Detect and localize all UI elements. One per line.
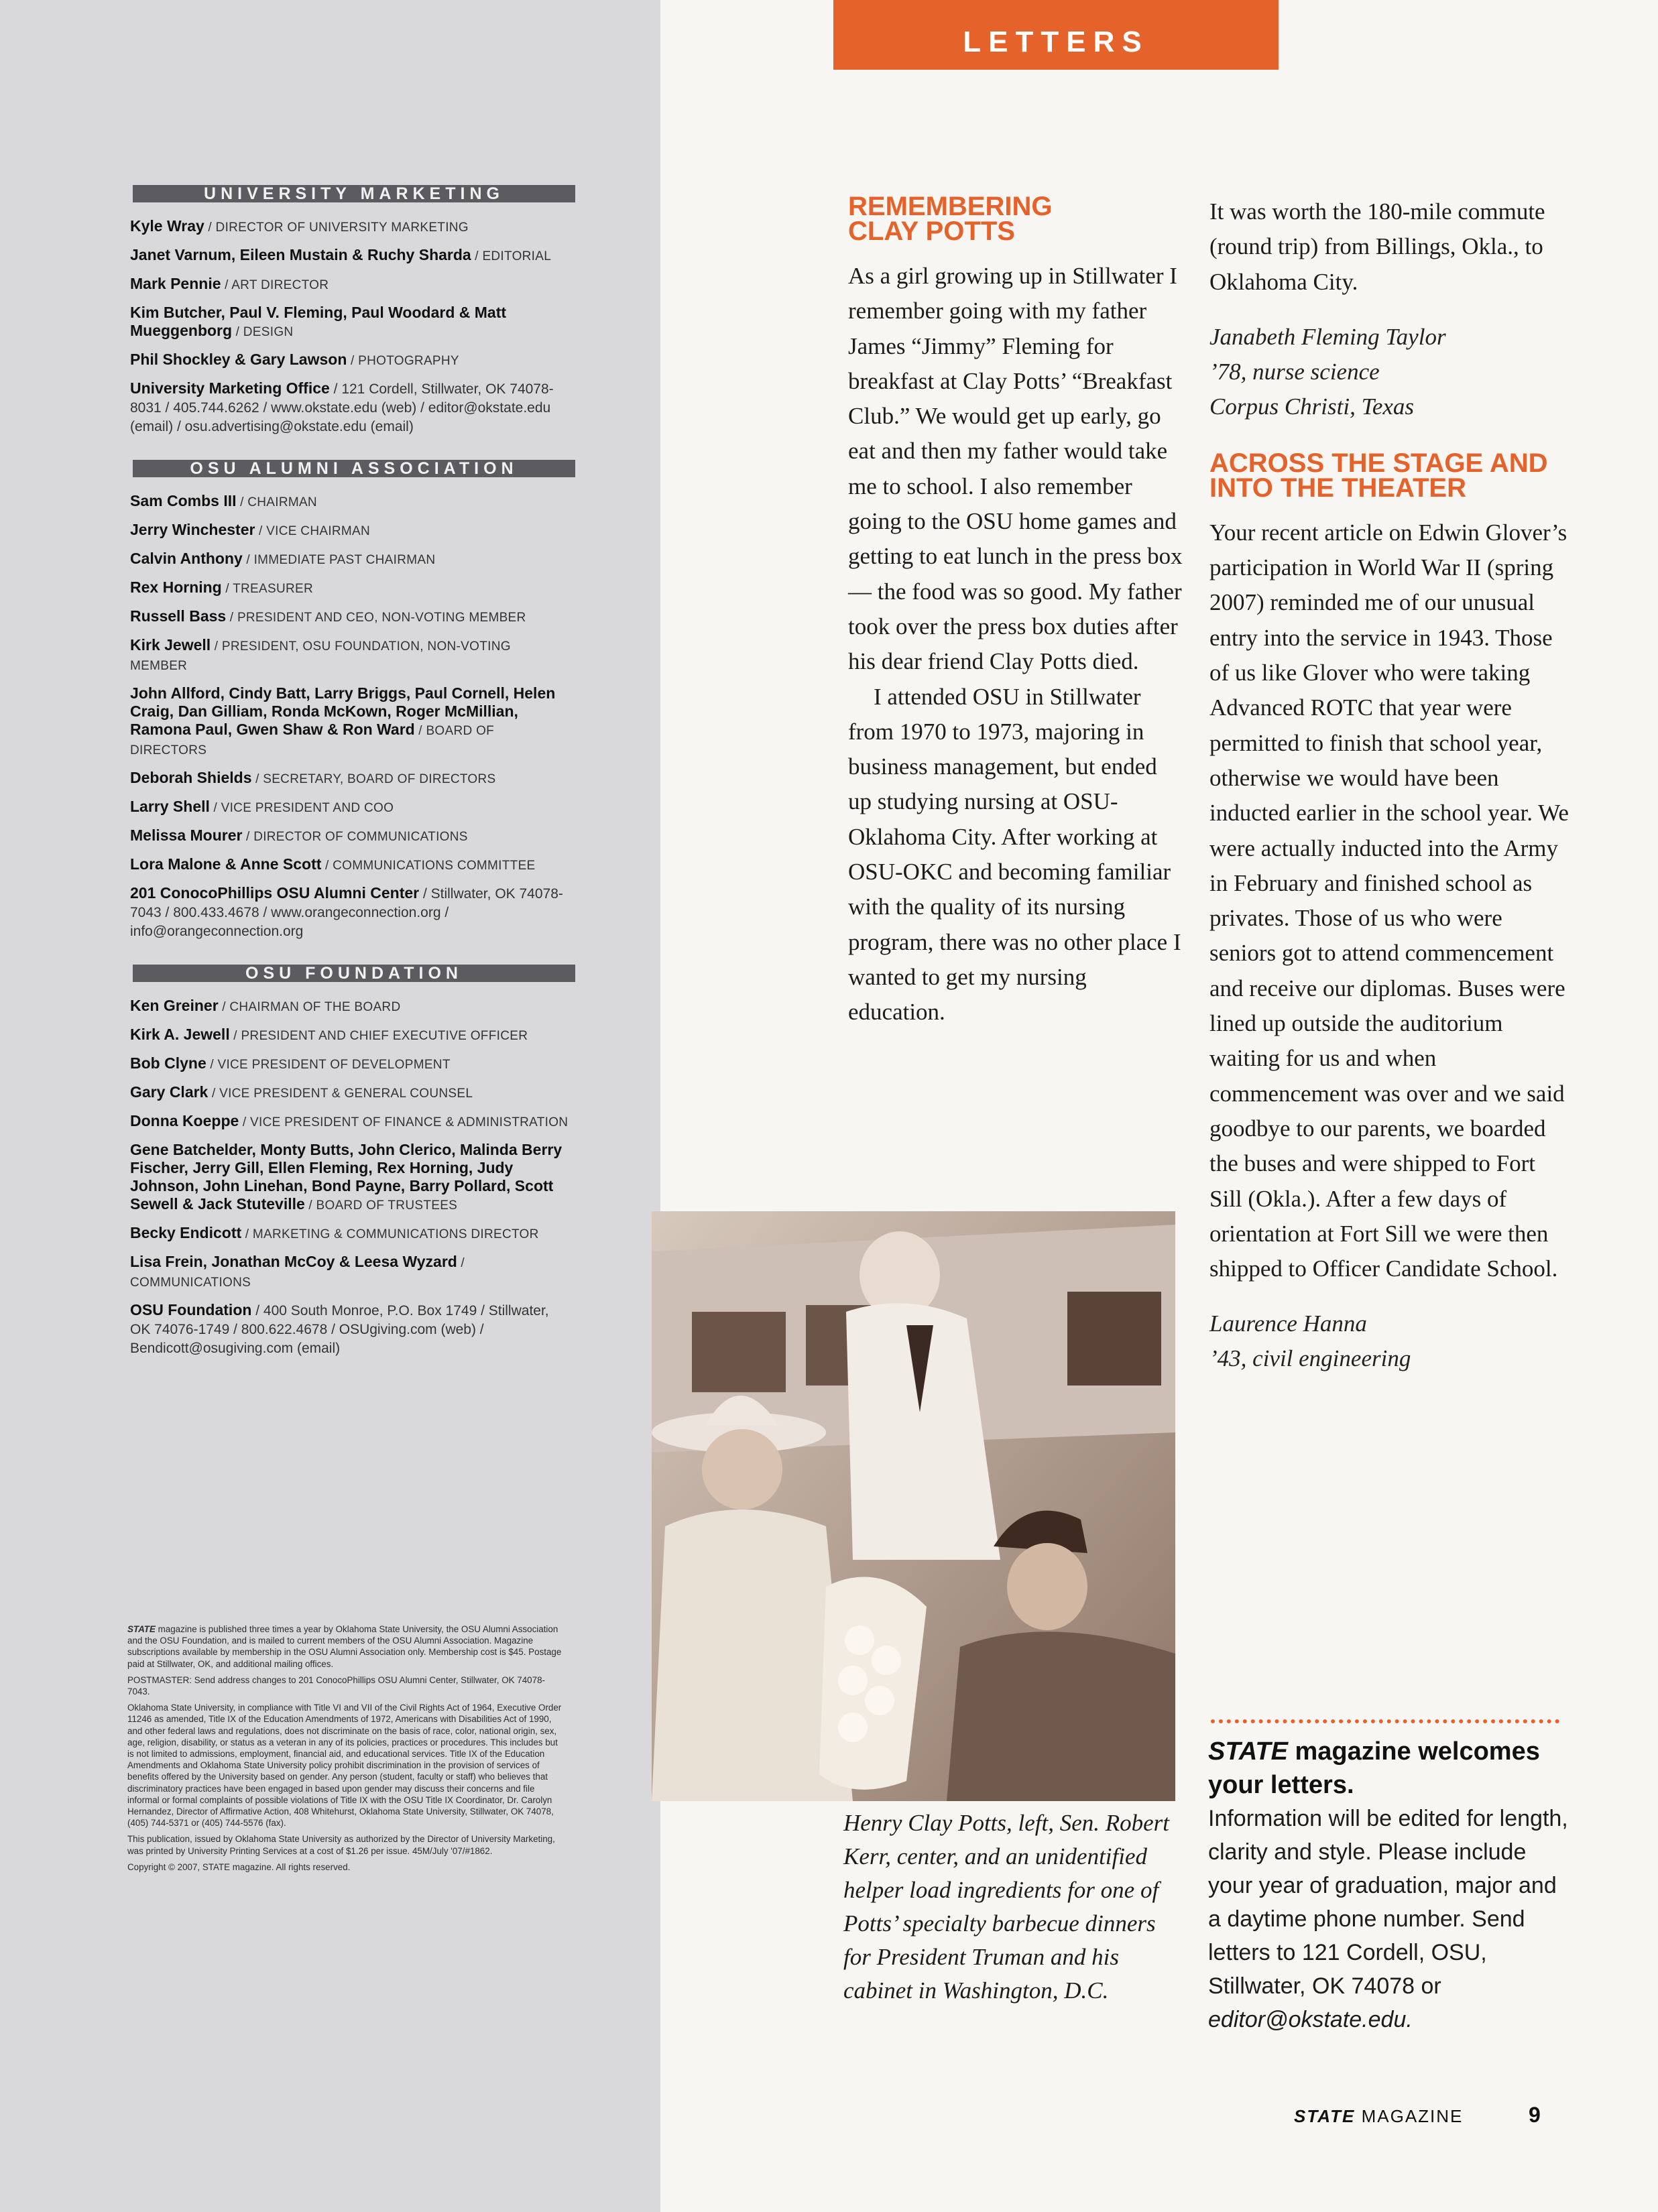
staff-name: Gary Clark <box>130 1083 209 1101</box>
letter1-paragraph-1: As a girl growing up in Stillwater I remember going with my father James “Jimmy” Fleming for breakfast at Clay Potts’ “Breakfast Club.” We would get up early, go eat and then my father would take me to school. I also remember going to the OSU home games and getting to eat lunch in the press box — the food was so good. My father took over the press box duties after his dear friend Clay Potts died. <box>848 263 1183 675</box>
staff-role: / PRESIDENT AND CHIEF EXECUTIVE OFFICER <box>229 1029 528 1043</box>
staff-entry <box>130 684 570 759</box>
signature-name: Janabeth Fleming Taylor <box>1209 323 1446 350</box>
staff-entry <box>130 1054 570 1074</box>
staff-name: Jerry Winchester <box>130 521 255 538</box>
staff-entry <box>130 1083 570 1103</box>
staff-role: / COMMUNICATIONS COMMITTEE <box>321 859 536 873</box>
staff-entry <box>130 769 570 788</box>
staff-role: / BOARD OF TRUSTEES <box>304 1199 458 1213</box>
staff-name: Gene Batchelder, Monty Butts, John Clerico, Malinda Berry Fischer, Jerry Gill, Ellen Fleming, Rex Horning, Judy Johnson, John Linehan, Bond Payne, Barry Pollard, Scott Sewell & Jack Stuteville <box>130 1141 562 1213</box>
invitation-email: editor@okstate.edu. <box>1208 2007 1413 2032</box>
staff-entry <box>130 246 570 265</box>
dotted-divider <box>1211 1719 1559 1723</box>
staff-entry <box>130 1112 570 1131</box>
page-number: 9 <box>1529 2103 1541 2127</box>
letter2-body: Your recent article on Edwin Glover’s participation in World War II (spring 2007) reminded me of our unusual entry into the service in 1943. Those of us like Glover who were taking Advanced ROTC that year were permitted to finish that school year, otherwise we would have been inducted earlier in the school year. We were actually inducted into the Army in February and finished school as privates. Those of us who were seniors got to attend commencement and receive our diplomas. Buses were lined up outside the auditorium waiting for us and when commencement was over and we said goodbye to our parents, we boarded the buses and were shipped to Fort Sill (Okla.). After a few days of orientation at Fort Sill we were then shipped to Officer Candidate School. <box>1209 519 1569 1282</box>
staff-entry <box>130 304 570 341</box>
staff-name: Donna Koeppe <box>130 1112 239 1129</box>
staff-entry <box>130 1224 570 1243</box>
staff-name: University Marketing Office <box>130 379 330 397</box>
fine-print-paragraph: This publication, issued by Oklahoma State University as authorized by the Director of University Marketing, was printed by University Printing Services at a cost of $1.26 per issue. 45M/July '07/#1862. <box>127 1834 555 1856</box>
staff-role: / DIRECTOR OF UNIVERSITY MARKETING <box>204 221 469 235</box>
section-heading: UNIVERSITY MARKETING <box>133 185 575 202</box>
staff-name: Sam Combs III <box>130 492 237 509</box>
staff-role: / PHOTOGRAPHY <box>347 354 459 368</box>
letter-column-2 <box>1209 194 1572 1376</box>
staff-entry <box>130 578 570 598</box>
staff-name: Kim Butcher, Paul V. Fleming, Paul Woodard & Matt Mueggenborg <box>130 304 507 339</box>
staff-role: / 400 South Monroe, P.O. Box 1749 / Stillwater, OK 74076-1749 / 800.622.4678 / OSUgiving.com (web) / Bendicott@osugiving.com (email) <box>130 1303 549 1356</box>
letter-column-1 <box>848 194 1183 1030</box>
staff-name: Ken Greiner <box>130 997 219 1014</box>
staff-name: Lora Malone & Anne Scott <box>130 855 322 873</box>
photo-caption: Henry Clay Potts, left, Sen. Robert Kerr, center, and an unidentified helper load ingredients for one of Potts’ specialty barbecue dinners for President Truman and his cabinet in Washington, D.C. <box>843 1810 1170 2004</box>
staff-entry <box>130 607 570 627</box>
staff-entry <box>130 1301 570 1357</box>
signature-class: ’43, civil engineering <box>1209 1345 1411 1372</box>
staff-role: / IMMEDIATE PAST CHAIRMAN <box>242 553 436 567</box>
fine-print <box>127 1623 567 1878</box>
staff-role: / MARKETING & COMMUNICATIONS DIRECTOR <box>241 1227 539 1241</box>
invitation-title-rest: magazine welcomes your letters. <box>1208 1737 1540 1799</box>
staff-role: / Stillwater, OK 74078-7043 / 800.433.4678 / www.orangeconnection.org / info@orangeconnection.org <box>130 886 563 939</box>
staff-entry <box>130 798 570 817</box>
staff-entry <box>130 636 570 675</box>
staff-role: / BOARD OF DIRECTORS <box>130 724 495 757</box>
staff-role: / CHAIRMAN <box>236 495 317 509</box>
staff-sidebar <box>0 0 660 2212</box>
staff-name: Janet Varnum, Eileen Mustain & Ruchy Sharda <box>130 246 471 263</box>
letter1-continuation: It was worth the 180-mile commute (round trip) from Billings, Okla., to Oklahoma City. <box>1209 198 1545 295</box>
invitation-title <box>1208 1735 1570 1802</box>
letter1-headline: REMEMBERING CLAY POTTS <box>848 192 1053 246</box>
fine-print-paragraph: POSTMASTER: Send address changes to 201 ConocoPhillips OSU Alumni Center, Stillwater, OK 74078-7043. <box>127 1674 545 1697</box>
fine-print-paragraph: Copyright © 2007, STATE magazine. All rights reserved. <box>127 1861 351 1872</box>
staff-name: Deborah Shields <box>130 769 252 786</box>
staff-name: Calvin Anthony <box>130 550 243 567</box>
signature-city: Corpus Christi, Texas <box>1209 393 1415 420</box>
staff-entry <box>130 1141 570 1215</box>
staff-role: / ART DIRECTOR <box>221 278 329 292</box>
footer-brand: STATE <box>1294 2106 1356 2126</box>
staff-entry <box>130 1026 570 1045</box>
staff-entry <box>130 275 570 294</box>
signature-name: Laurence Hanna <box>1209 1310 1367 1337</box>
staff-role: / VICE CHAIRMAN <box>255 524 371 538</box>
signature-class: ’78, nurse science <box>1209 358 1380 385</box>
staff-entry <box>130 884 570 940</box>
staff-name: Bob Clyne <box>130 1054 206 1072</box>
staff-role: / VICE PRESIDENT & GENERAL COUNSEL <box>208 1087 473 1101</box>
staff-role: / SECRETARY, BOARD OF DIRECTORS <box>251 772 496 786</box>
staff-role: / VICE PRESIDENT AND COO <box>209 801 394 815</box>
staff-entry <box>130 550 570 569</box>
staff-entry <box>130 521 570 540</box>
section-banner <box>833 0 1279 70</box>
staff-name: 201 ConocoPhillips OSU Alumni Center <box>130 884 420 902</box>
letter1-paragraph-2: I attended OSU in Stillwater from 1970 to 1973, majoring in business management, but ended up studying nursing at OSU-Oklahoma City. After working at OSU-OKC and becoming familiar with the quality of its nursing program, there was no other place I wanted to get my nursing education. <box>848 683 1181 1026</box>
staff-role: / PRESIDENT, OSU FOUNDATION, NON-VOTING MEMBER <box>130 639 511 673</box>
letter2-headline: ACROSS THE STAGE AND INTO THE THEATER <box>1209 448 1548 503</box>
staff-name: Russell Bass <box>130 607 227 625</box>
photo-image <box>652 1211 1175 1801</box>
staff-name: Mark Pennie <box>130 275 221 292</box>
staff-name: Melissa Mourer <box>130 826 243 844</box>
staff-name: Lisa Frein, Jonathan McCoy & Leesa Wyzard <box>130 1253 457 1270</box>
letters-invitation <box>1208 1735 1570 2036</box>
historical-photo <box>652 1211 1175 1801</box>
staff-role: / PRESIDENT AND CEO, NON-VOTING MEMBER <box>226 611 526 625</box>
staff-entry <box>130 492 570 511</box>
staff-role: / TREASURER <box>221 582 314 596</box>
staff-entry <box>130 855 570 875</box>
staff-role: / CHAIRMAN OF THE BOARD <box>218 1000 401 1014</box>
staff-name: John Allford, Cindy Batt, Larry Briggs, Paul Cornell, Helen Craig, Dan Gilliam, Ronda McKown, Roger McMillian, Ramona Paul, Gwen Shaw & Ron Ward <box>130 684 556 738</box>
section-heading: OSU ALUMNI ASSOCIATION <box>133 460 575 477</box>
staff-role: / 121 Cordell, Stillwater, OK 74078-8031 / 405.744.6262 / www.okstate.edu (web) / editor@okstate.edu (email) / osu.advertising@okstate.edu (email) <box>130 381 554 434</box>
staff-role: / COMMUNICATIONS <box>130 1256 465 1290</box>
staff-name: Kirk Jewell <box>130 636 211 654</box>
staff-listing <box>127 185 570 1381</box>
letter1-signature <box>1209 320 1572 424</box>
footer-label: MAGAZINE <box>1355 2106 1464 2126</box>
staff-name: Larry Shell <box>130 798 210 815</box>
staff-role: / EDITORIAL <box>471 249 552 263</box>
staff-role: / DIRECTOR OF COMMUNICATIONS <box>242 830 468 844</box>
staff-entry <box>130 997 570 1016</box>
fine-print-paragraph: Oklahoma State University, in compliance with Title VI and VII of the Civil Rights Act of 1964, Executive Order 11246 as amended, Title IX of the Education Amendments of 1972, Americans with Disabilities Act of 1990, and other federal laws and regulations, does not discriminate on the basis of race, color, national origin, sex, age, religion, disability, or status as a veteran in any of its policies, practices or procedures. This includes but is not limited to admissions, employment, financial aid, and educational services. Title IX of the Education Amendments and Oklahoma State University policy prohibit discrimination in the provision of services of benefits offered by the University based on gender. Any person (student, faculty or staff) who believes that discriminatory practices have been engaged in based upon gender may discuss their concerns and file informal or formal complaints of possible violations of Title IX with the OSU Title IX Coordinator, Dr. Carolyn Hernandez, Director of Affirmative Action, 408 Whitehurst, Oklahoma State University, Stillwater, OK 74078, (405) 744-5371 or (405) 744-5576 (fax). <box>127 1703 562 1829</box>
staff-name: Kyle Wray <box>130 217 204 235</box>
staff-name: Rex Horning <box>130 578 222 596</box>
staff-name: OSU Foundation <box>130 1301 252 1318</box>
staff-entry <box>130 379 570 436</box>
staff-name: Kirk A. Jewell <box>130 1026 230 1043</box>
staff-section <box>127 185 570 436</box>
letter2-signature <box>1209 1306 1572 1376</box>
staff-section <box>127 460 570 940</box>
staff-name: Becky Endicott <box>130 1224 242 1241</box>
staff-role: / DESIGN <box>232 325 294 339</box>
staff-entry <box>130 1253 570 1292</box>
page-footer <box>1294 2106 1463 2127</box>
staff-name: Phil Shockley & Gary Lawson <box>130 351 347 368</box>
fine-print-paragraph: STATE magazine is published three times a year by Oklahoma State University, the OSU Alumni Association and the OSU Foundation, and is mailed to current members of the OSU Alumni Association. Magazine subscriptions available by membership in the OSU Alumni Association only. Membership cost is $45. Postage paid at Stillwater, OK, and additional mailing offices. <box>127 1624 562 1669</box>
staff-role: / VICE PRESIDENT OF FINANCE & ADMINISTRATION <box>239 1115 569 1129</box>
staff-section <box>127 965 570 1357</box>
staff-entry <box>130 826 570 846</box>
invitation-body: Information will be edited for length, clarity and style. Please include your year of graduation, major and a daytime phone number. Send letters to 121 Cordell, OSU, Stillwater, OK 74078 or <box>1208 1806 1568 1999</box>
section-heading: OSU FOUNDATION <box>133 965 575 982</box>
brand-name: STATE <box>1208 1737 1288 1766</box>
staff-entry <box>130 351 570 370</box>
staff-entry <box>130 217 570 237</box>
banner-label: LETTERS <box>963 25 1149 58</box>
staff-role: / VICE PRESIDENT OF DEVELOPMENT <box>206 1058 451 1072</box>
